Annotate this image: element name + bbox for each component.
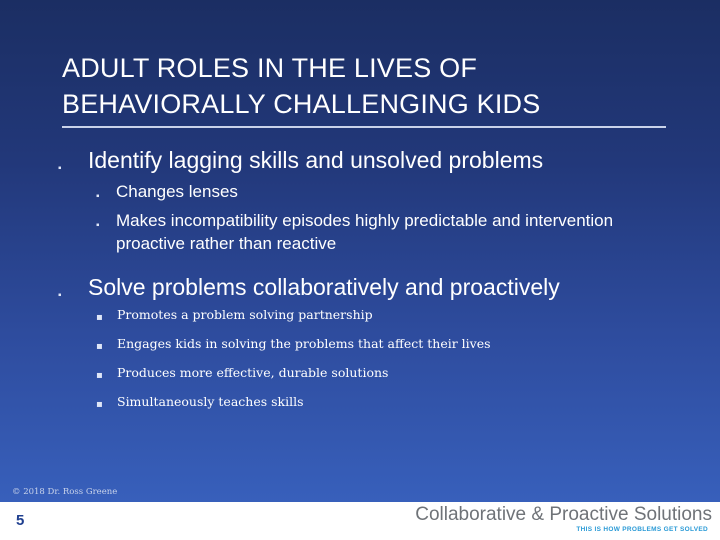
list-item-text: Simultaneously teaches skills: [117, 394, 304, 409]
list-item-text: Engages kids in solving the problems that affect their lives: [117, 336, 491, 351]
logo-wordmark: Collaborative & Proactive Solutions: [415, 504, 712, 525]
list-item: [96, 364, 388, 382]
section-heading-text: Identify lagging skills and unsolved problems: [88, 147, 544, 173]
logo-tagline: THIS IS HOW PROBLEMS GET SOLVED: [576, 526, 708, 533]
slide-footer: [0, 502, 720, 540]
title-divider: [62, 126, 666, 128]
title-line-1: ADULT ROLES IN THE LIVES OF: [62, 53, 478, 83]
page-number: 5: [16, 512, 25, 529]
bullet-square-icon: ▪: [96, 341, 103, 352]
list-item-text: Makes incompatibility episodes highly predictable and intervention proactive rather than reactive: [116, 211, 614, 253]
list-item: [96, 306, 373, 324]
bullet-square-icon: ▪: [96, 191, 100, 202]
list-item-text: Promotes a problem solving partnership: [117, 307, 373, 322]
bullet-square-icon: ▪: [96, 312, 103, 323]
title-line-2: BEHAVIORALLY CHALLENGING KIDS: [62, 89, 541, 119]
list-item: [96, 393, 304, 411]
brand-logo: [415, 504, 712, 533]
bullet-square-icon: ▪: [96, 220, 100, 231]
list-item: [96, 209, 616, 255]
list-item: [96, 180, 616, 203]
list-item-text: Changes lenses: [116, 182, 238, 201]
section-heading-text: Solve problems collaboratively and proactively: [88, 274, 560, 300]
bullet-square-icon: ▪: [96, 399, 103, 410]
list-item: [96, 335, 491, 353]
slide-title: [62, 50, 682, 122]
bullet-square-icon: ▪: [58, 290, 62, 301]
copyright-notice: © 2018 Dr. Ross Greene: [12, 487, 118, 497]
bullet-square-icon: ▪: [58, 163, 62, 174]
bullet-square-icon: ▪: [96, 370, 103, 381]
list-item-text: Produces more effective, durable solutions: [117, 365, 389, 380]
